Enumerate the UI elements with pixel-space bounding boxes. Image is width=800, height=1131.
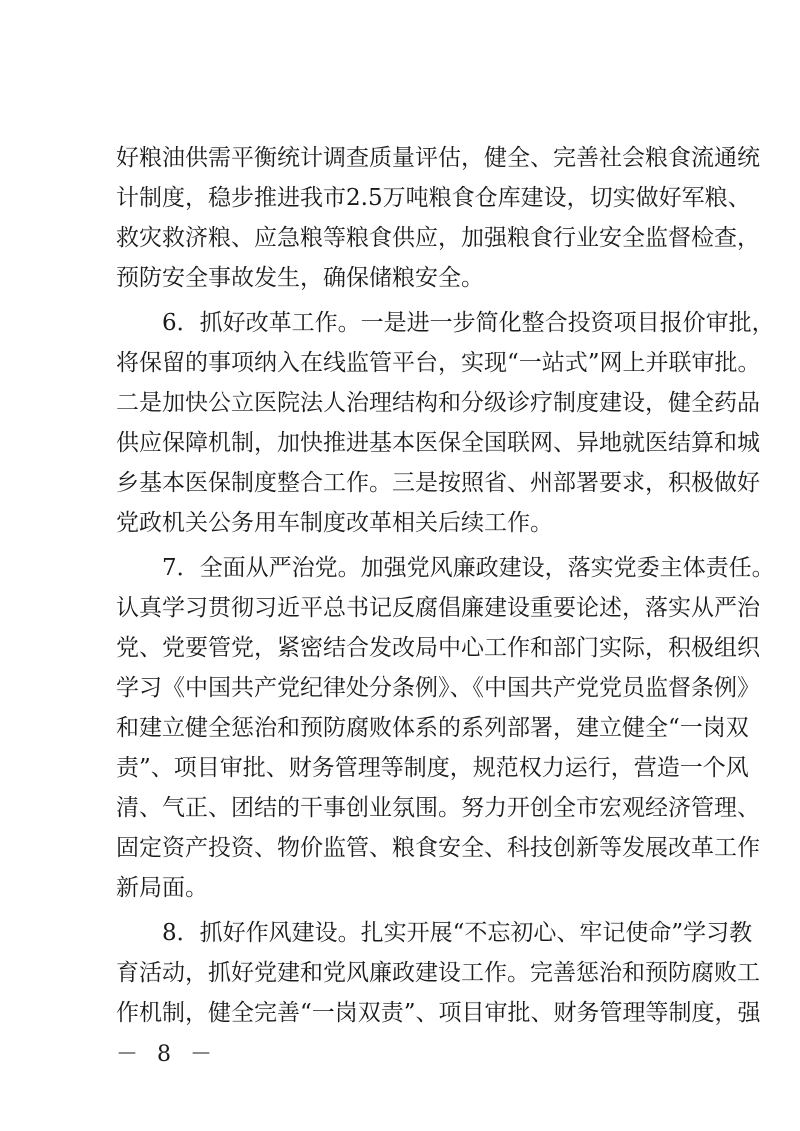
text-line: 党、党要管党，紧密结合发改局中心工作和部门实际，积极组织 — [116, 635, 760, 661]
text-line: 预防安全事故发生，确保储粮安全。 — [116, 265, 484, 291]
text-line: 固定资产投资、物价监管、粮食安全、科技创新等发展改革工作 — [116, 835, 760, 861]
text-line: 党政机关公务用车制度改革相关后续工作。 — [116, 510, 553, 536]
text-line: 好粮油供需平衡统计调查质量评估，健全、完善社会粮食流通统 — [116, 145, 760, 171]
text-line: 新局面。 — [116, 875, 208, 901]
text-line: 救灾救济粮、应急粮等粮食供应，加强粮食行业安全监督检查， — [116, 225, 760, 251]
text-line: 二是加快公立医院法人治理结构和分级诊疗制度建设，健全药品 — [116, 390, 760, 416]
text-line: 乡基本医保制度整合工作。三是按照省、州部署要求，积极做好 — [116, 470, 760, 496]
text-line: 育活动，抓好党建和党风廉政建设工作。完善惩治和预防腐败工 — [116, 960, 760, 986]
text-line: 责”、项目审批、财务管理等制度，规范权力运行，营造一个风 — [116, 755, 749, 781]
text-line: 作机制，健全完善“一岗双责”、项目审批、财务管理等制度，强 — [116, 1000, 761, 1026]
text-line: 供应保障机制，加快推进基本医保全国联网、异地就医结算和城 — [116, 430, 760, 456]
text-line: 计制度，稳步推进我市2.5万吨粮食仓库建设，切实做好军粮、 — [116, 185, 751, 211]
text-line: 学习《中国共产党纪律处分条例》、《中国共产党党员监督条例》 — [116, 675, 760, 701]
text-line: 将保留的事项纳入在线监管平台，实现“一站式”网上并联审批。 — [116, 350, 761, 376]
paragraph-7-heading-line: 7．全面从严治党。加强党风廉政建设，落实党委主体责任。 — [162, 555, 775, 581]
text-line: 和建立健全惩治和预防腐败体系的系列部署，建立健全“一岗双 — [116, 715, 749, 741]
text-line: 认真学习贯彻习近平总书记反腐倡廉建设重要论述，落实从严治 — [116, 595, 760, 621]
text-line: 清、气正、团结的干事创业氛围。努力开创全市宏观经济管理、 — [116, 795, 760, 821]
page-number: － 8 － — [116, 1042, 218, 1067]
paragraph-6-heading-line: 6．抓好改革工作。一是进一步简化整合投资项目报价审批， — [162, 310, 775, 336]
paragraph-8-heading-line: 8．抓好作风建设。扎实开展“不忘初心、牢记使命”学习教 — [162, 920, 753, 946]
